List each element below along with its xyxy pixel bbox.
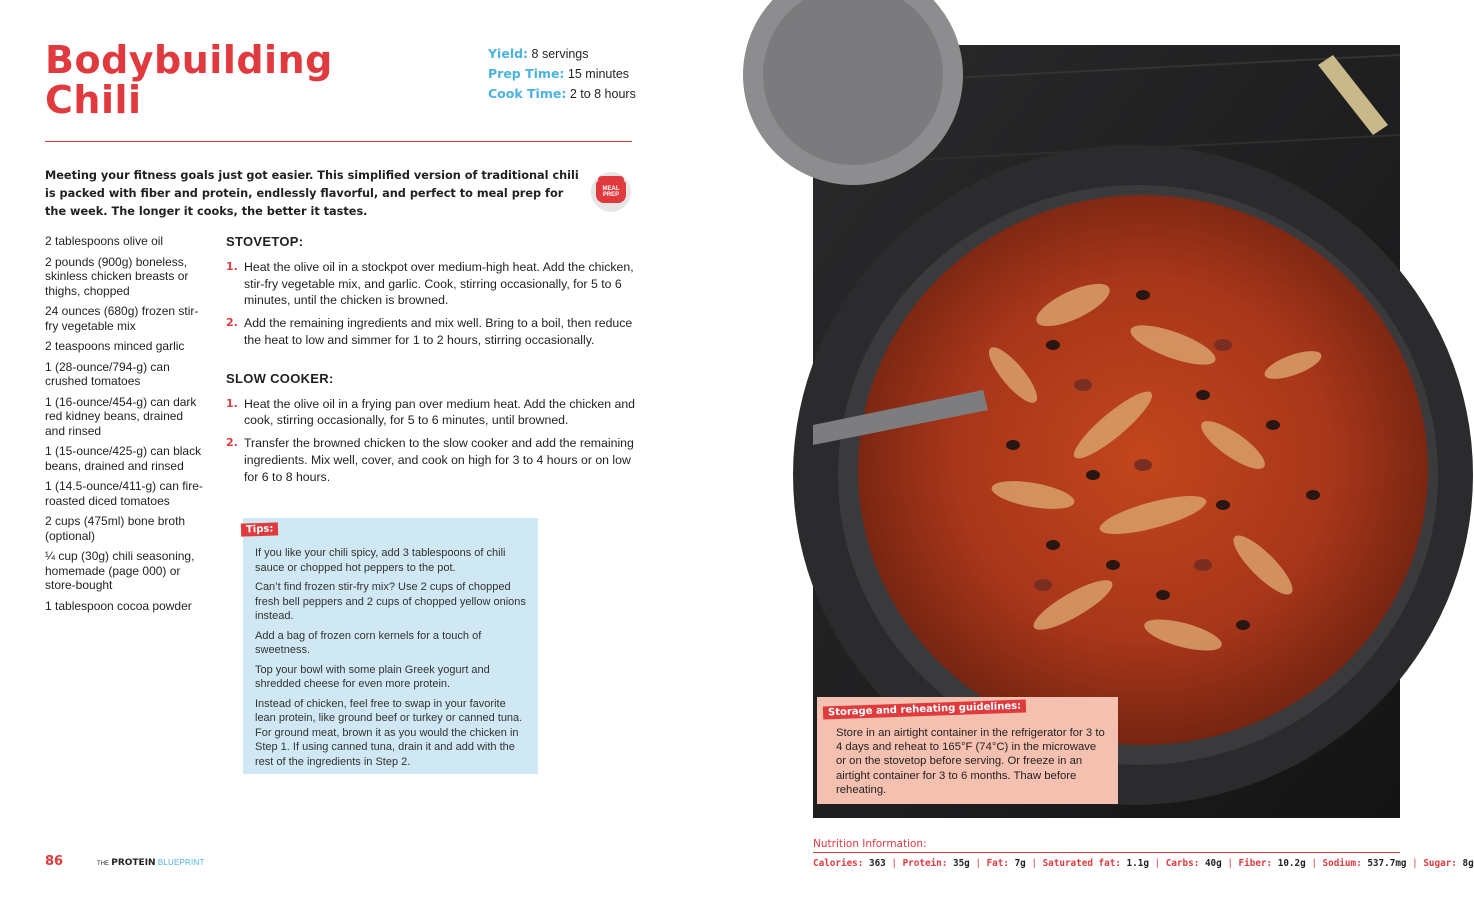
- nutrition-label: Sugar:: [1423, 858, 1457, 869]
- nutrition-value: 40g: [1204, 858, 1222, 869]
- step-text: Transfer the browned chicken to the slow cooker and add the remaining ingredients. Mix well, cover, and cook on high for 3 to 4 hours or on low for 6 to 8 hours.: [244, 436, 634, 484]
- meal-prep-icon: [596, 181, 626, 203]
- tips-label: Tips:: [241, 522, 279, 536]
- brand-the: THE: [97, 861, 109, 867]
- tip-item: Can’t find frozen stir-fry mix? Use 2 cups of chopped fresh bell peppers and 2 cups of chopped yellow onions instead.: [255, 581, 526, 622]
- prep-time-row: [488, 67, 638, 81]
- cook-time-value: 2 to 8 hours: [569, 87, 636, 101]
- nutrition-line: Calories: 363 | Protein: 35g | Fat: 7g | Saturated fat: 1.1g | Carbs: 40g | Fiber: 10.2g | Sodium: 537.7mg | Sugar: 8g: [813, 858, 1474, 869]
- page-number: 86: [45, 854, 64, 869]
- ingredient-item: 1 (16-ounce/454-g) can dark red kidney beans, drained and rinsed: [45, 394, 197, 438]
- ingredient-item: 2 cups (475ml) bone broth (optional): [45, 514, 186, 543]
- prep-time-label: Prep Time:: [488, 66, 565, 81]
- tip-item: Top your bowl with some plain Greek yogurt and shredded cheese for even more protein.: [255, 663, 490, 690]
- slow-cooker-step: [226, 396, 636, 430]
- stovetop-heading: STOVETOP:: [226, 234, 304, 249]
- brand-protein: PROTEIN: [111, 858, 156, 868]
- step-text: Heat the olive oil in a frying pan over medium heat. Add the chicken and cook, stirring occasionally, for 5 to 6 minutes, until browned.: [244, 396, 636, 428]
- step-text: Heat the olive oil in a stockpot over medium-high heat. Add the chicken, stir-fry vegetable mix, and garlic. Cook, stirring occasionally, for 5 to 6 minutes, until the chicken is browned.: [244, 259, 634, 308]
- stovetop-step: [226, 315, 636, 349]
- nutrition-value: 35g: [952, 858, 970, 869]
- tips-list: [255, 546, 527, 774]
- tip-item: Instead of chicken, feel free to swap in your favorite lean protein, like ground beef or turkey or canned tuna. For ground meat, brown it as you would the chicken in Step 1. If using canned tuna, drain it and add with the rest of the ingredients in Step 2.: [255, 697, 523, 768]
- nutrition-value: 10.2g: [1277, 858, 1306, 869]
- cook-time-row: [488, 87, 638, 101]
- title-line-1: Bodybuilding: [45, 38, 333, 82]
- brand-blueprint: BLUEPRINT: [157, 858, 205, 867]
- ingredient-item: 24 ounces (680g) frozen stir-fry vegetable mix: [45, 304, 199, 333]
- tip-item: If you like your chili spicy, add 3 tablespoons of chili sauce or chopped hot peppers to the pot.: [255, 547, 506, 574]
- nutrition-label: Carbs:: [1165, 858, 1200, 869]
- nutrition-heading: Nutrition Information:: [813, 838, 927, 850]
- ingredient-item: 1 (15-ounce/425-g) can black beans, drained and rinsed: [45, 444, 202, 473]
- nutrition-label: Saturated fat:: [1042, 858, 1121, 869]
- ingredients-list: [45, 234, 205, 619]
- nutrition-value: 8g: [1462, 858, 1474, 869]
- yield-value: 8 servings: [531, 47, 589, 61]
- nutrition-value: 7g: [1014, 858, 1026, 869]
- ingredient-item: 2 teaspoons minced garlic: [45, 339, 185, 353]
- nutrition-label: Calories:: [813, 858, 864, 869]
- ingredient-item: 2 tablespoons olive oil: [45, 234, 164, 248]
- instructions: [226, 234, 636, 492]
- ingredient-item: ¼ cup (30g) chili seasoning, homemade (page 000) or store-bought: [45, 549, 195, 592]
- recipe-meta: [488, 47, 638, 107]
- ingredient-item: 2 pounds (900g) boneless, skinless chicken breasts or thighs, chopped: [45, 254, 189, 298]
- step-number: 2.: [226, 436, 238, 450]
- nutrition-label: Protein:: [902, 858, 948, 869]
- storage-label: Storage and reheating guidelines:: [823, 699, 1026, 719]
- stovetop-step: [226, 259, 636, 309]
- meal-prep-badge: [591, 172, 631, 212]
- cook-time-label: Cook Time:: [488, 86, 567, 101]
- slow-cooker-heading: SLOW COOKER:: [226, 370, 334, 386]
- nutrition-label: Fiber:: [1238, 858, 1273, 869]
- step-number: 1.: [226, 259, 238, 273]
- step-number: 1.: [226, 396, 238, 410]
- prep-time-value: 15 minutes: [567, 67, 630, 81]
- book-brand: [97, 858, 205, 868]
- title-divider: [45, 141, 632, 142]
- step-text: Add the remaining ingredients and mix well. Bring to a boil, then reduce the heat to low and simmer for 1 to 2 hours, stirring occasionally.: [244, 316, 633, 347]
- nutrition-divider: [813, 852, 1400, 853]
- slow-cooker-step: [226, 435, 636, 485]
- step-number: 2.: [226, 316, 238, 330]
- recipe-title: [45, 40, 445, 120]
- badge-line-1: MEAL: [602, 186, 620, 192]
- tip-item: Add a bag of frozen corn kernels for a touch of sweetness.: [255, 629, 482, 656]
- badge-line-2: PREP: [602, 192, 620, 198]
- ingredient-item: 1 tablespoon cocoa powder: [45, 598, 192, 613]
- storage-text: Store in an airtight container in the refrigerator for 3 to 4 days and reheat to 165°F (74°C) in the microwave or on the stovetop before serving. Or freeze in an airtight container for 3 to 6 months. Thaw before reheating.: [836, 727, 1105, 796]
- nutrition-label: Sodium:: [1322, 858, 1362, 869]
- nutrition-value: 363: [868, 858, 886, 869]
- ingredient-item: 1 (14.5-ounce/411-g) can fire-roasted diced tomatoes: [45, 479, 203, 508]
- nutrition-value: 1.1g: [1126, 858, 1149, 869]
- yield-label: Yield:: [488, 46, 529, 61]
- nutrition-label: Fat:: [986, 858, 1009, 869]
- ingredient-item: 1 (28-ounce/794-g) can crushed tomatoes: [45, 359, 170, 388]
- title-line-2: Chili: [45, 78, 142, 122]
- yield-row: [488, 47, 638, 61]
- recipe-intro: Meeting your fitness goals just got easier. This simplified version of traditional chili is packed with fiber and protein, endlessly flavorful, and perfect to meal prep for the week. The longer it cooks, the better it tastes.: [45, 169, 579, 218]
- nutrition-value: 537.7mg: [1367, 858, 1407, 869]
